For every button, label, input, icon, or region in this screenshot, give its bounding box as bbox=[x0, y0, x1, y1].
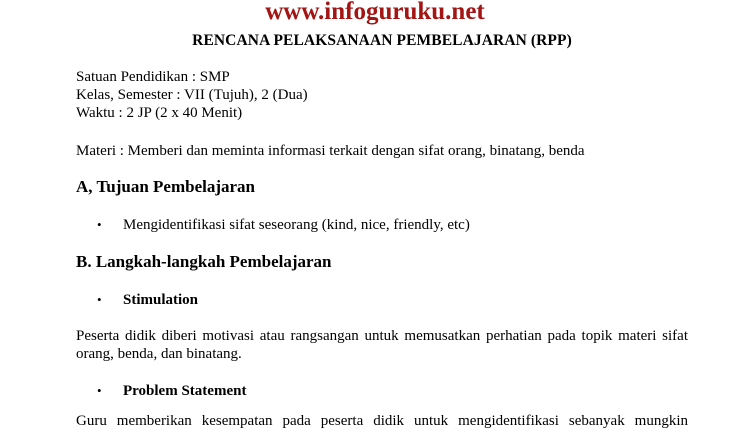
list-item bbox=[97, 291, 198, 309]
step-label-stimulation: Stimulation bbox=[123, 292, 199, 308]
watermark: www.infoguruku.net bbox=[265, 0, 485, 25]
section-a-heading: A, Tujuan Pembelajaran bbox=[76, 177, 255, 196]
bullet-icon: • bbox=[97, 292, 102, 307]
list-item bbox=[97, 382, 246, 400]
list-item bbox=[97, 216, 470, 234]
document-meta bbox=[76, 68, 308, 122]
meta-waktu: Waktu : 2 JP (2 x 40 Menit) bbox=[76, 105, 243, 121]
objective-text: Mengidentifikasi sifat seseorang (kind, nice, friendly, etc) bbox=[123, 217, 470, 233]
materi-line: Materi : Memberi dan meminta informasi terkait dengan sifat orang, binatang, benda bbox=[76, 143, 585, 159]
stimulation-paragraph: Peserta didik diberi motivasi atau rangsangan untuk memusatkan perhatian pada topik materi sifat orang, benda, dan binatang. bbox=[76, 328, 688, 362]
page-title: RENCANA PELAKSANAAN PEMBELAJARAN (RPP) bbox=[192, 32, 572, 49]
problem-statement-paragraph: Guru memberikan kesempatan pada peserta didik untuk mengidentifikasi sebanyak mungkin bbox=[76, 413, 688, 429]
section-b-heading: B. Langkah-langkah Pembelajaran bbox=[76, 252, 332, 271]
bullet-icon: • bbox=[97, 217, 102, 232]
bullet-icon: • bbox=[97, 383, 102, 398]
meta-satuan-pendidikan: Satuan Pendidikan : SMP bbox=[76, 69, 230, 85]
meta-kelas-semester: Kelas, Semester : VII (Tujuh), 2 (Dua) bbox=[76, 87, 308, 103]
step-label-problem-statement: Problem Statement bbox=[123, 383, 247, 399]
